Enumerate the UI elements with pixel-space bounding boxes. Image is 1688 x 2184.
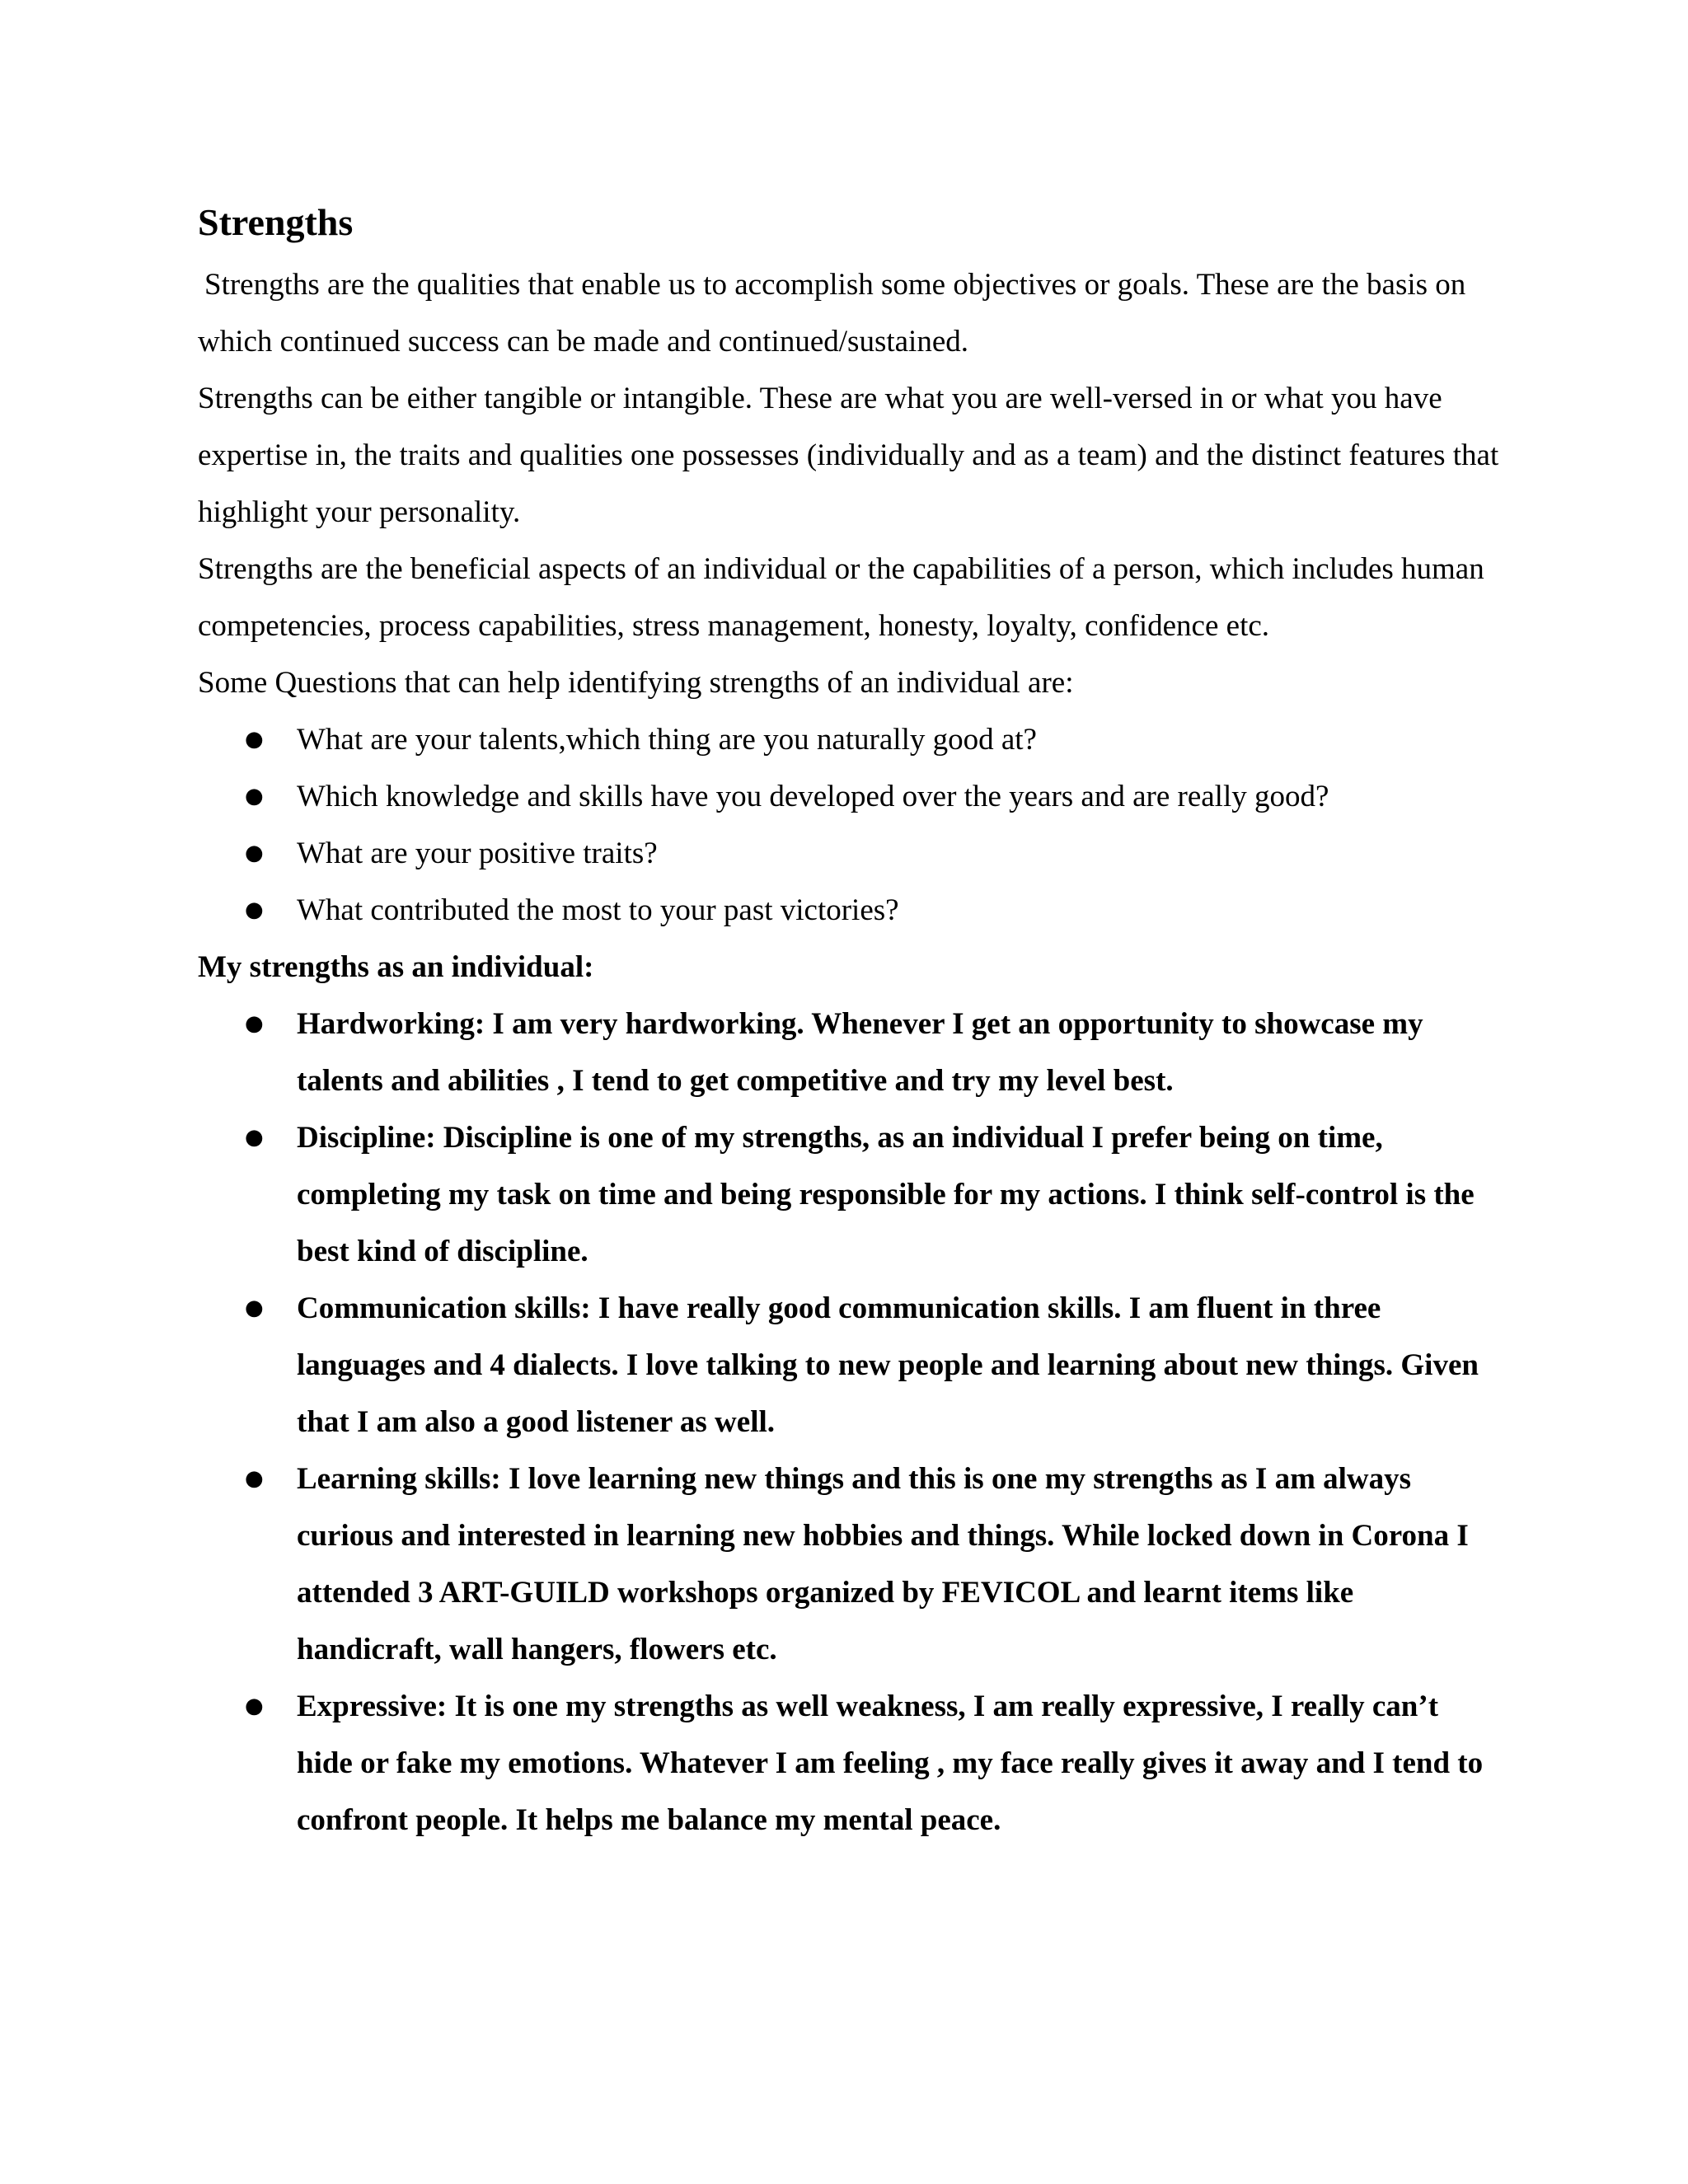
- list-item-text: Communication skills: I have really good communication skills. I am fluent in three languages and 4 dialects. I love talking to new people and learning about new things. Given that I am also a good listener as well.: [297, 1291, 1479, 1439]
- list-item: [198, 768, 1500, 825]
- bullet-icon: ●: [245, 1125, 264, 1150]
- list-item: [198, 1451, 1500, 1678]
- my-strengths-heading: My strengths as an individual:: [198, 950, 594, 984]
- list-item-text: Learning skills: I love learning new things and this is one my strengths as I am always curious and interested in learning new hobbies and things. While locked down in Corona I attended 3 ART-GUILD workshops organized by FEVICOL and learnt items like handicraft, wall hangers, flowers etc.: [297, 1462, 1469, 1666]
- bullet-icon: ●: [245, 1694, 264, 1718]
- intro-paragraph: Strengths are the qualities that enable us to accomplish some objectives or goals. These are the basis on which continued success can be made and continued/sustained.: [198, 268, 1466, 359]
- bullet-icon: ●: [245, 784, 264, 808]
- bullet-icon: ●: [245, 898, 264, 922]
- list-item: [198, 1678, 1500, 1849]
- list-item-text: What are your positive traits?: [297, 837, 658, 870]
- list-item: [198, 996, 1500, 1109]
- bullet-icon: ●: [245, 1011, 264, 1036]
- list-item: [198, 882, 1500, 939]
- page-title: Strengths: [198, 201, 354, 243]
- bullet-icon: ●: [245, 841, 264, 865]
- list-item: [198, 1280, 1500, 1451]
- bullet-icon: ●: [245, 1466, 264, 1491]
- list-item: [198, 1109, 1500, 1280]
- bullet-icon: ●: [245, 727, 264, 752]
- list-item-text: What are your talents,which thing are you naturally good at?: [297, 723, 1037, 757]
- beneficial-aspects-paragraph: Strengths are the beneficial aspects of an individual or the capabilities of a person, which includes human competencies, process capabilities, stress management, honesty, loyalty, confidence etc.: [198, 552, 1484, 643]
- list-item-text: What contributed the most to your past victories?: [297, 893, 899, 927]
- list-item: [198, 711, 1500, 768]
- list-item-text: Expressive: It is one my strengths as well weakness, I am really expressive, I really can’t hide or fake my emotions. Whatever I am feeling , my face really gives it away and I tend to confront people. It helps me balance my mental peace.: [297, 1690, 1484, 1837]
- my-strengths-list: [198, 996, 1500, 1849]
- list-item: [198, 825, 1500, 882]
- list-item-text: Hardworking: I am very hardworking. Whenever I get an opportunity to showcase my talents and abilities , I tend to get competitive and try my level best.: [297, 1007, 1423, 1098]
- questions-list: [198, 711, 1500, 939]
- list-item-text: Discipline: Discipline is one of my strengths, as an individual I prefer being on time, completing my task on time and being responsible for my actions. I think self-control is the best kind of discipline.: [297, 1121, 1475, 1268]
- document-body: [198, 194, 1500, 1849]
- tangible-paragraph: Strengths can be either tangible or intangible. These are what you are well-versed in or what you have expertise in, the traits and qualities one possesses (individually and as a team) and the distinct features that highlight your personality.: [198, 382, 1499, 529]
- questions-intro-paragraph: Some Questions that can help identifying strengths of an individual are:: [198, 666, 1074, 700]
- bullet-icon: ●: [245, 1296, 264, 1320]
- list-item-text: Which knowledge and skills have you developed over the years and are really good?: [297, 780, 1329, 813]
